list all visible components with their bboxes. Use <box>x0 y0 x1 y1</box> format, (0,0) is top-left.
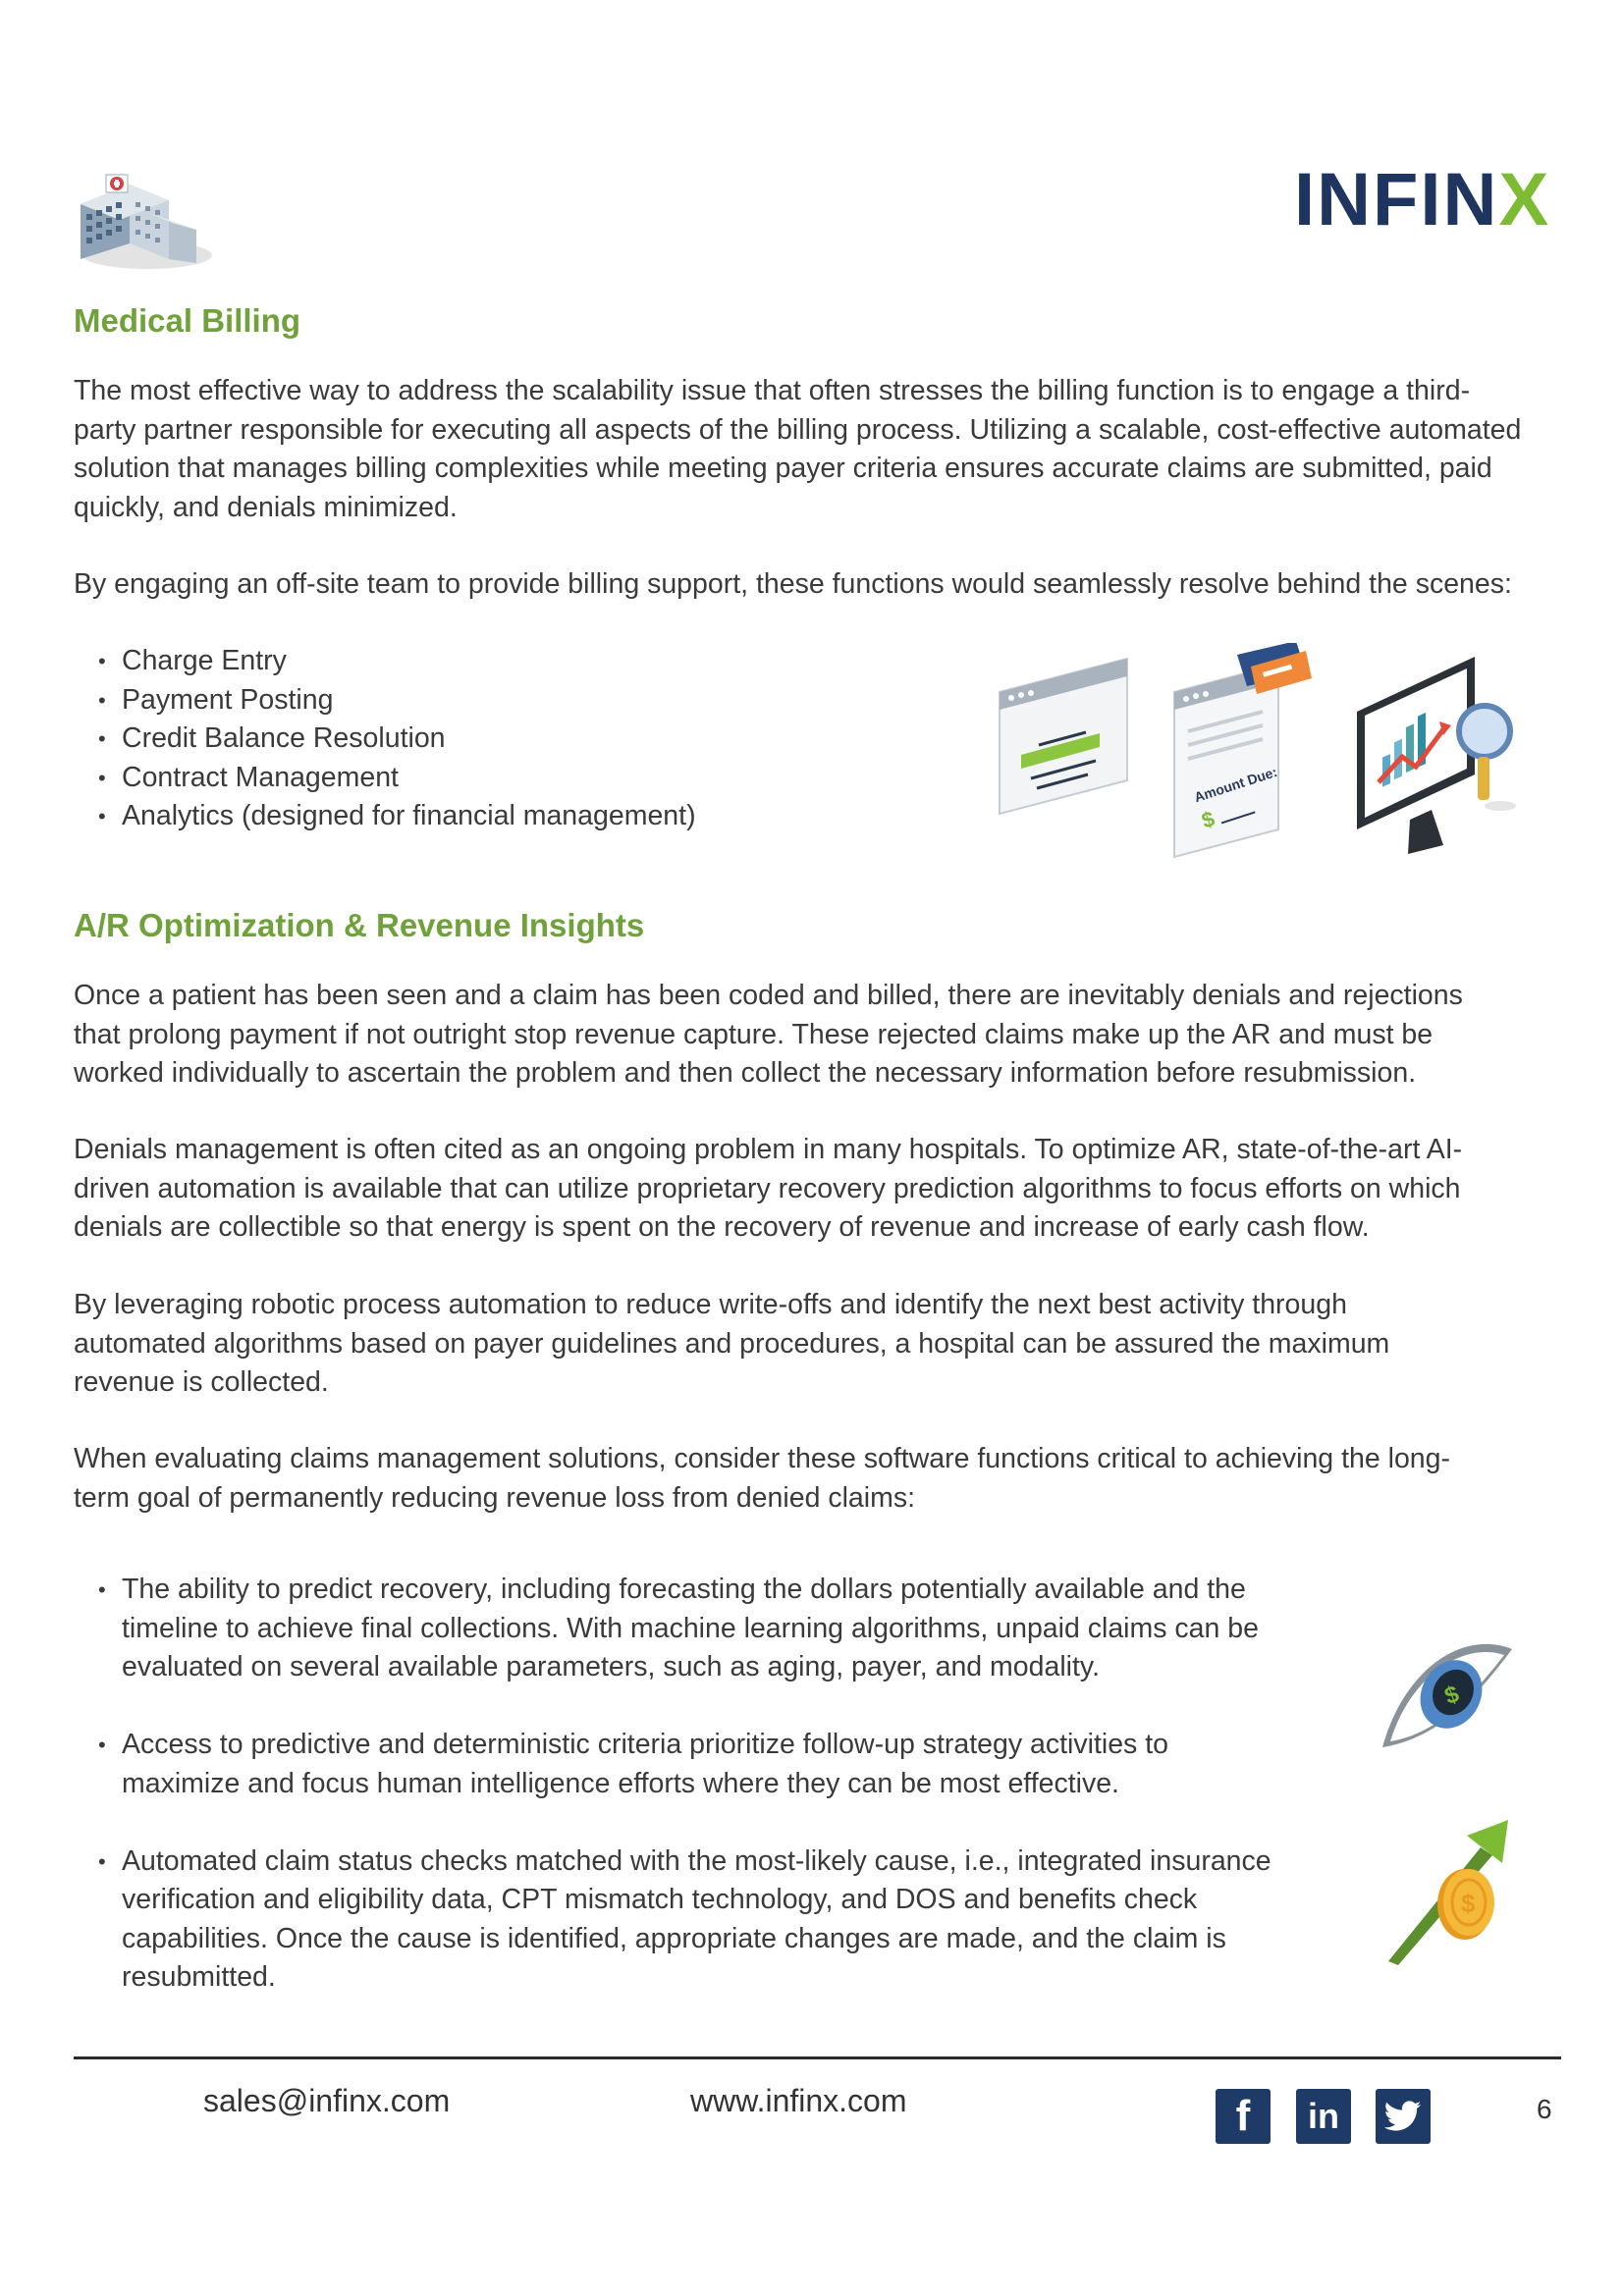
paragraph-line: term goal of permanently reducing revenue loss from denied claims: <box>74 1481 916 1514</box>
paragraph-line: quickly, and denials minimized. <box>74 491 458 523</box>
twitter-icon[interactable] <box>1376 2089 1431 2144</box>
paragraph-line: driven automation is available that can utilize proprietary recovery prediction algorithms to focus efforts on which <box>74 1172 1461 1204</box>
paragraph-line: revenue is collected. <box>74 1366 329 1398</box>
growth-arrow-coin-icon <box>1384 1816 1517 1968</box>
paragraph-line: When evaluating claims management solutions, consider these software functions critical to achieving the long- <box>74 1443 1450 1474</box>
list-item-line: verification and eligibility data, CPT mismatch technology, and DOS and benefits check <box>122 1884 1198 1915</box>
list-item <box>74 1571 1350 1687</box>
paragraph-line: By leveraging robotic process automation to reduce write-offs and identify the next best activity through <box>74 1289 1347 1320</box>
svg-text:$: $ <box>1461 1889 1476 1918</box>
list-item-line: capabilities. Once the cause is identified, appropriate changes are made, and the claim is <box>122 1922 1226 1954</box>
facebook-icon[interactable] <box>1216 2089 1271 2144</box>
paragraph-line: solution that manages billing complexities while meeting payer criteria ensures accurate claims are submitted, paid <box>74 453 1492 484</box>
svg-text:$: $ <box>1440 1681 1463 1711</box>
logo-main-text: INFIN <box>1294 158 1499 241</box>
footer-divider <box>74 2056 1561 2059</box>
section-heading-medical-billing: Medical Billing <box>74 302 301 339</box>
list-item-line: • Access to predictive and deterministic criteria prioritize follow-up strategy activities to <box>122 1729 1168 1760</box>
list-item-line: timeline to achieve final collections. With machine learning algorithms, unpaid claims can be <box>122 1612 1259 1644</box>
amount-due-label: Amount Due: <box>1192 763 1279 806</box>
infinx-logo <box>1294 157 1550 242</box>
medical-billing-paragraph-2: By engaging an off-site team to provide billing support, these functions would seamlessly resolve behind the scenes: <box>74 568 1512 600</box>
footer-email-link[interactable]: sales@infinx.com <box>203 2083 451 2118</box>
list-item-line: maximize and focus human intelligence efforts where they can be most effective. <box>122 1767 1119 1799</box>
billing-functions-list <box>74 642 696 836</box>
paragraph-line: party partner responsible for executing all aspects of the billing process. Utilizing a scalable, cost-effective automated <box>74 413 1522 446</box>
invoice-card-icon <box>1168 643 1316 859</box>
list-item: • Credit Balance Resolution <box>74 720 696 759</box>
list-item-line: • Automated claim status checks matched with the most-likely cause, i.e., integrated insurance <box>122 1844 1271 1877</box>
paragraph-line: The most effective way to address the scalability issue that often stresses the billing function is to engage a third- <box>74 375 1471 406</box>
medical-billing-paragraph-1 <box>74 372 1566 527</box>
paragraph-line: Denials management is often cited as an ongoing problem in many hospitals. To optimize AR, state-of-the-art AI- <box>74 1134 1463 1165</box>
facebook-glyph: f <box>1235 2092 1251 2140</box>
browser-window-icon <box>992 653 1129 829</box>
section-heading-ar-optimization: A/R Optimization & Revenue Insights <box>74 907 645 943</box>
list-item: • Contract Management <box>74 759 696 798</box>
list-item <box>74 1842 1350 1998</box>
paragraph-line: automated algorithms based on payer guidelines and procedures, a hospital can be assured the maximum <box>74 1327 1390 1360</box>
list-item-line: • The ability to predict recovery, including forecasting the dollars potentially available and the <box>122 1574 1246 1605</box>
ar-paragraph-3 <box>74 1286 1566 1403</box>
list-item: • Payment Posting <box>74 681 696 721</box>
analytics-monitor-icon <box>1353 653 1525 854</box>
linkedin-glyph: in <box>1308 2096 1339 2136</box>
paragraph-line: Once a patient has been seen and a claim has been coded and billed, there are inevitably denials and rejections <box>74 980 1463 1011</box>
eye-dollar-icon <box>1375 1629 1517 1757</box>
ar-paragraph-1 <box>74 977 1566 1094</box>
claims-functions-list <box>74 1571 1350 1998</box>
list-item: • Charge Entry <box>74 642 696 681</box>
footer-website-link[interactable]: www.infinx.com <box>690 2083 907 2118</box>
linkedin-icon[interactable] <box>1296 2089 1351 2144</box>
page-number: 6 <box>1537 2094 1552 2124</box>
list-item <box>74 1726 1350 1803</box>
dollar-sign: $ <box>1198 806 1218 833</box>
paragraph-line: denials are collectible so that energy is spent on the recovery of revenue and increase of early cash flow. <box>74 1211 1370 1243</box>
list-item: • Analytics (designed for financial management) <box>74 797 696 836</box>
paragraph-line: worked individually to ascertain the problem and then collect the necessary information before resubmission. <box>74 1057 1417 1089</box>
ar-paragraph-4 <box>74 1440 1566 1518</box>
ar-paragraph-2 <box>74 1131 1566 1248</box>
list-item-line: resubmitted. <box>122 1961 276 1993</box>
hospital-icon <box>71 165 218 273</box>
logo-accent-text: X <box>1498 158 1551 241</box>
list-item-line: evaluated on several available parameters, such as aging, payer, and modality. <box>122 1651 1100 1682</box>
paragraph-line: that prolong payment if not outright stop revenue capture. These rejected claims make up the AR and must be <box>74 1018 1434 1050</box>
